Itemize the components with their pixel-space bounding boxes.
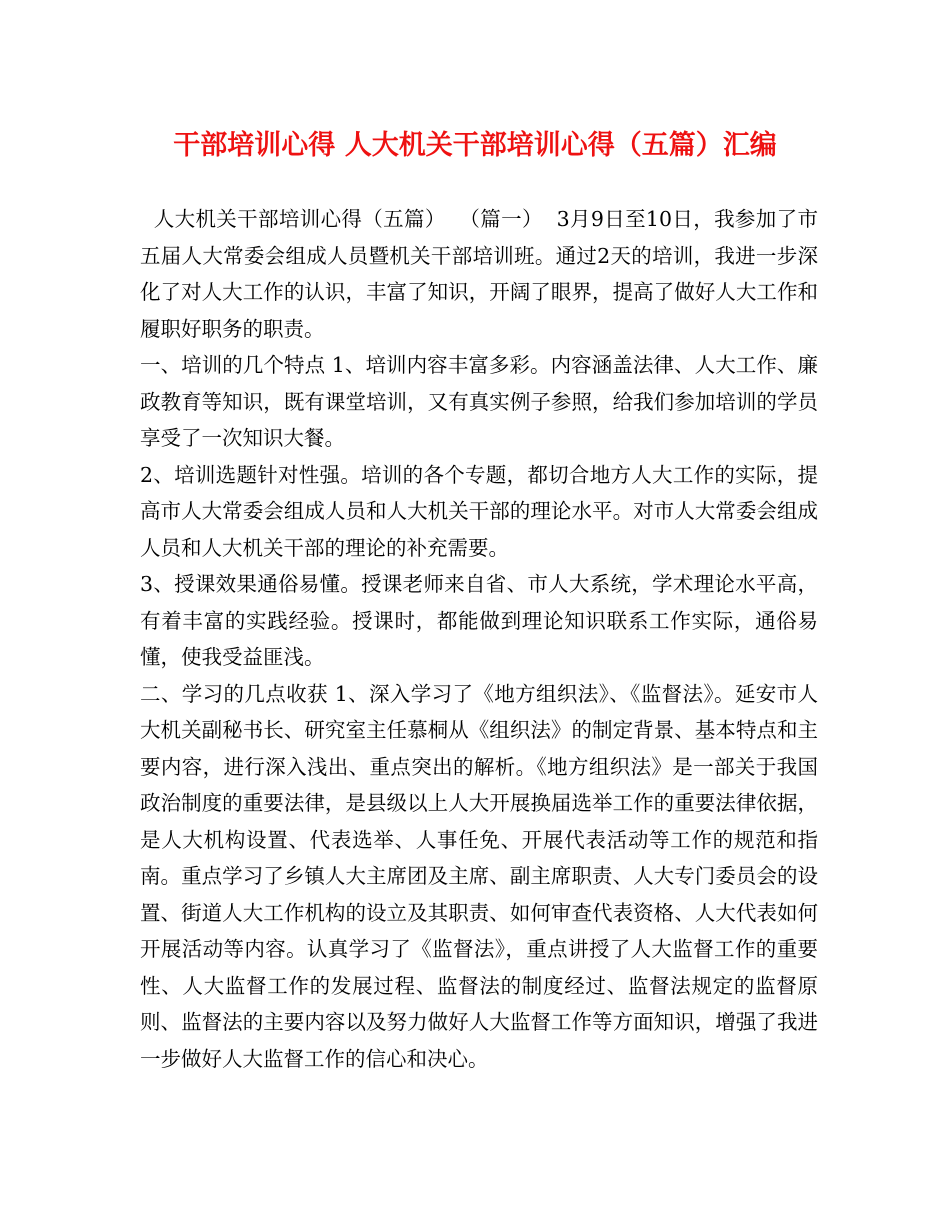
paragraph-section-1-item-3: 3、授课效果通俗易懂。授课老师来自省、市人大系统，学术理论水平高，有着丰富的实践经验。授课时，都能做到理论知识联系工作实际，通俗易懂，使我受益匪浅。 — [140, 572, 818, 669]
document-body — [140, 201, 818, 1077]
paragraph-intro: 人大机关干部培训心得（五篇） （篇一） 3月9日至10日，我参加了市五届人大常委会组成人员暨机关干部培训班。通过2天的培训，我进一步深化了对人大工作的认识，丰富了知识，开阔了眼界，提高了做好人大工作和履职好职务的职责。 — [140, 207, 818, 341]
paragraph-section-1-item-2: 2、培训选题针对性强。培训的各个专题，都切合地方人大工作的实际，提高市人大常委会组成人员和人大机关干部的理论水平。对市人大常委会组成人员和人大机关干部的理论的补充需要。 — [140, 462, 818, 560]
paragraph-section-1-item-1: 一、培训的几个特点 1、培训内容丰富多彩。内容涵盖法律、人大工作、廉政教育等知识，既有课堂培训，又有真实例子参照，给我们参加培训的学员享受了一次知识大餐。 — [140, 353, 818, 450]
paragraph-section-2-item-1: 二、学习的几点收获 1、深入学习了《地方组织法》、《监督法》。延安市人大机关副秘书长、研究室主任慕桐从《组织法》的制定背景、基本特点和主要内容，进行深入浅出、重点突出的解析。《地方组织法》是一部关于我国政治制度的重要法律，是县级以上人大开展换届选举工作的重要法律依据，是人大机构设置、代表选举、人事任免、开展代表活动等工作的规范和指南。重点学习了乡镇人大主席团及主席、副主席职责、人大专门委员会的设置、街道人大工作机构的设立及其职责、如何审查代表资格、人大代表如何开展活动等内容。认真学习了《监督法》，重点讲授了人大监督工作的重要性、人大监督工作的发展过程、监督法的制度经过、监督法规定的监督原则、监督法的主要内容以及努力做好人大监督工作等方面知识，增强了我进一步做好人大监督工作的信心和决心。 — [140, 681, 818, 1071]
document-title: 干部培训心得 人大机关干部培训心得（五篇）汇编 — [173, 130, 777, 161]
